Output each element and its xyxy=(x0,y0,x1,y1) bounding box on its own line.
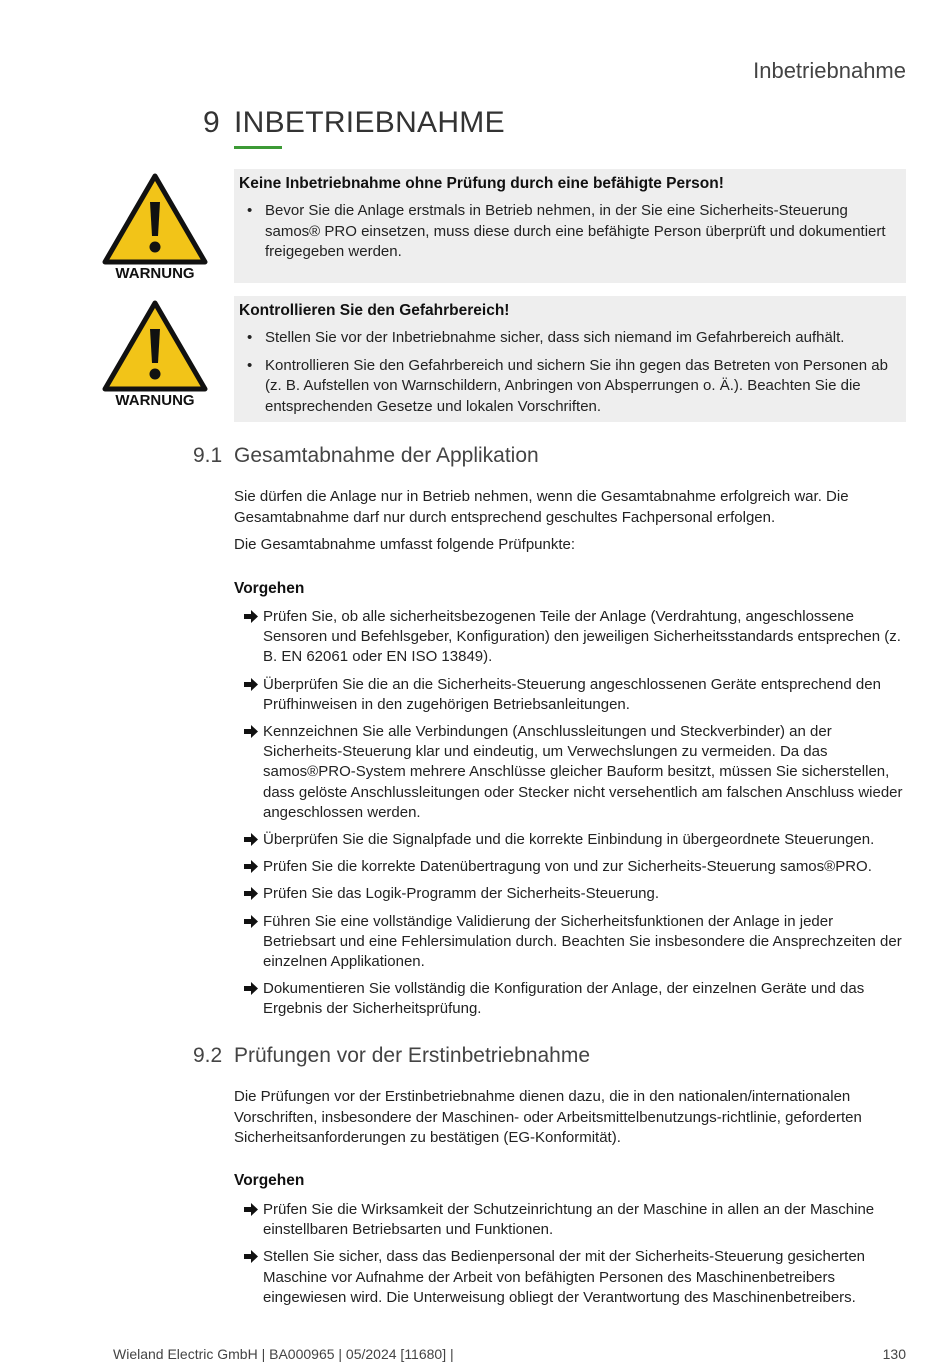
warning-box-1 xyxy=(234,169,906,283)
procedure-step xyxy=(234,912,906,973)
procedure-step xyxy=(234,607,906,668)
arrow-right-icon xyxy=(244,860,258,873)
warning-list xyxy=(239,328,896,417)
page-number: 130 xyxy=(882,1346,906,1362)
section-title: Gesamtabnahme der Applikation xyxy=(234,444,539,467)
procedure-steps xyxy=(234,607,906,1027)
procedure-step xyxy=(234,979,906,1019)
procedure-step xyxy=(234,830,906,850)
procedure-step xyxy=(234,1247,906,1308)
warning-title: Keine Inbetriebnahme ohne Prüfung durch eine befähigte Person! xyxy=(239,175,724,192)
arrow-right-icon xyxy=(244,915,258,928)
warning-title: Kontrollieren Sie den Gefahrbereich! xyxy=(239,302,510,319)
step-text: Prüfen Sie, ob alle sicherheitsbezogenen Teile der Anlage (Verdrahtung, angeschlossene Sensoren und Befehlsgeber, Konfiguration) den jeweiligen Sicherheitsstandards entsprechen (z. B. EN 62061 oder EN ISO 13849). xyxy=(263,608,901,666)
procedure-steps xyxy=(234,1200,906,1315)
procedure-label: Vorgehen xyxy=(234,580,305,597)
warning-sign-2 xyxy=(100,299,210,409)
step-text: Dokumentieren Sie vollständig die Konfiguration der Anlage, der einzelnen Geräte und das Ergebnis der Sicherheitsprüfung. xyxy=(263,980,865,1018)
step-text: Überprüfen Sie die Signalpfade und die korrekte Einbindung in übergeordnete Steuerungen. xyxy=(263,831,875,849)
step-text: Stellen Sie sicher, dass das Bedienpersonal der mit der Sicherheits-Steuerung gesicherten Maschine vor Aufnahme der Arbeit von befähigten Personen des Maschinenbetreibers eingewiesen wird. Die Unterweisung obliegt der Verantwortung des Maschinenbetreibers. xyxy=(263,1248,866,1306)
procedure-step xyxy=(234,857,906,877)
warning-label: WARNUNG xyxy=(115,392,195,409)
section-number: 9.2 xyxy=(193,1044,223,1067)
procedure-step xyxy=(234,675,906,715)
step-text: Kennzeichnen Sie alle Verbindungen (Anschlussleitungen und Steckverbinder) an der Sicherheits-Steuerung klar und eindeutig, um Verwechslungen zu vermeiden. Da das samos®PRO-System mehrere Anschlüsse gleicher Bauform besitzt, müssen Sie sicherstellen, dass gelöste Anschlussleitungen oder Stecker nicht versehentlich am falschen Anschluss wieder angeschlossen werden. xyxy=(263,723,903,821)
step-text: Prüfen Sie das Logik-Programm der Sicherheits-Steuerung. xyxy=(263,885,660,903)
warning-item: • Stellen Sie vor der Inbetriebnahme sicher, dass sich niemand im Gefahrbereich aufhält. xyxy=(239,328,896,349)
step-text: Führen Sie eine vollständige Validierung der Sicherheitsfunktionen der Anlage in jeder Betriebsart und eine Fehlersimulation durch. Beachten Sie insbesondere die Ansprechzeiten der einzelnen Applikationen. xyxy=(263,912,902,971)
paragraph: Die Prüfungen vor der Erstinbetriebnahme dienen dazu, die in den nationalen/internationalen Vorschriften, insbesondere der Maschinen- oder Arbeitsmittelbenutzungs-richtlinie, geforderten Sicherheitsanforderungen zu bestätigen (EG-Konformität). xyxy=(234,1088,862,1146)
warning-label: WARNUNG xyxy=(115,265,195,282)
warning-sign-1 xyxy=(100,172,210,282)
warning-item: • Bevor Sie die Anlage erstmals in Betrieb nehmen, in der Sie eine Sicherheits-Steuerung samos® PRO einsetzen, muss diese durch eine befähigte Person überprüft und dokumentiert freigegeben werden. xyxy=(239,201,896,263)
warning-triangle-icon xyxy=(101,172,209,266)
chapter-title xyxy=(203,106,505,140)
arrow-right-icon xyxy=(244,982,258,995)
paragraph: Die Gesamtabnahme umfasst folgende Prüfpunkte: xyxy=(234,536,576,553)
warning-list xyxy=(239,201,896,263)
section-heading-9-2 xyxy=(193,1044,590,1068)
section-number: 9.1 xyxy=(193,444,223,467)
paragraph: Sie dürfen die Anlage nur in Betrieb nehmen, wenn die Gesamtabnahme erfolgreich war. Die Gesamtabnahme darf nur durch entsprechend geschultes Fachpersonal erfolgen. xyxy=(234,488,849,526)
chapter-number: 9 xyxy=(203,106,220,139)
step-text: Prüfen Sie die korrekte Datenübertragung von und zur Sicherheits-Steuerung samos®PRO. xyxy=(263,858,872,876)
arrow-right-icon xyxy=(244,833,258,846)
section-title: Prüfungen vor der Erstinbetriebnahme xyxy=(234,1044,591,1067)
arrow-right-icon xyxy=(244,610,258,623)
running-header: Inbetriebnahme xyxy=(753,58,906,83)
arrow-right-icon xyxy=(244,1250,258,1263)
procedure-step xyxy=(234,884,906,904)
chapter-title-text: INBETRIEBNAHME xyxy=(234,106,505,139)
step-text: Überprüfen Sie die an die Sicherheits-Steuerung angeschlossenen Geräte entsprechend den Prüfhinweisen in den zugehörigen Betriebsanleitungen. xyxy=(263,675,881,713)
chapter-underline xyxy=(234,146,282,149)
step-text: Prüfen Sie die Wirksamkeit der Schutzeinrichtung an der Maschine in allen an der Maschine einstellbaren Betriebsarten und Funktionen. xyxy=(263,1201,875,1239)
warning-item: • Kontrollieren Sie den Gefahrbereich und sichern Sie ihn gegen das Betreten von Personen ab (z. B. Aufstellen von Warnschildern, Anbringen von Absperrungen o. Ä.). Beachten Sie die entsprechenden Gesetze und lokalen Vorschriften. xyxy=(239,356,896,418)
warning-box-2 xyxy=(234,296,906,422)
section-heading-9-1 xyxy=(193,444,539,468)
procedure-label: Vorgehen xyxy=(234,1172,305,1189)
procedure-step xyxy=(234,722,906,823)
warning-triangle-icon xyxy=(101,299,209,393)
arrow-right-icon xyxy=(244,725,258,738)
arrow-right-icon xyxy=(244,887,258,900)
procedure-step xyxy=(234,1200,906,1240)
arrow-right-icon xyxy=(244,1203,258,1216)
arrow-right-icon xyxy=(244,678,258,691)
footer-publisher: Wieland Electric GmbH | BA000965 | 05/2024 [11680] | xyxy=(113,1346,454,1362)
